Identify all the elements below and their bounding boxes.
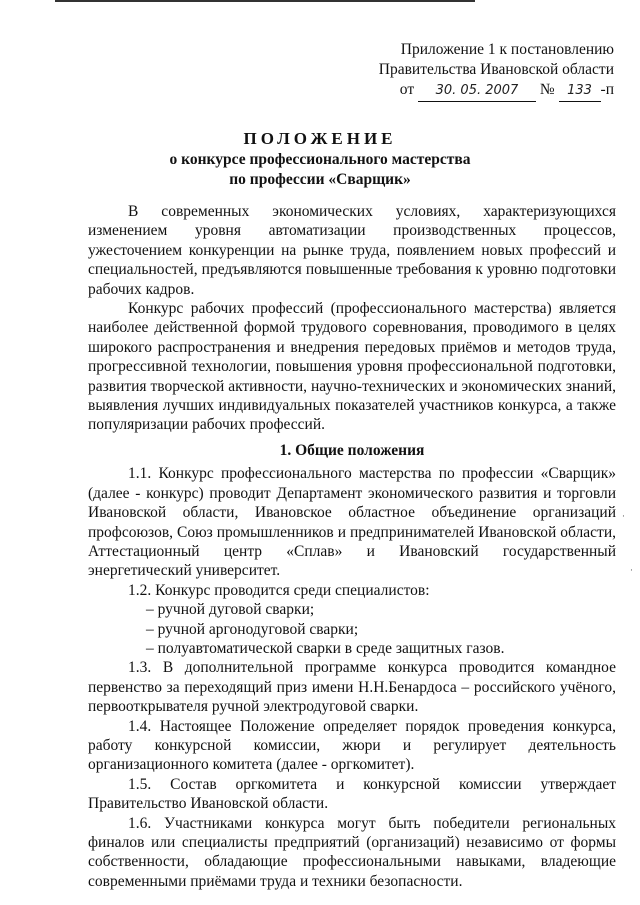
scan-speck: · — [630, 566, 633, 576]
intro-paragraph-1: В современных экономических условиях, характеризующихся изменением уровня автоматизации производственных процессов, ужесточением конкуренции на рынке труда, появлением новых профессий и специальностей, предъявляются повышенные требования к уровню подготовки рабочих кадров. — [88, 203, 616, 298]
clause-1-4: 1.4. Настоящее Положение определяет порядок проведения конкурса, работу конкурсной комиссии, жюри и регулирует деятельность организационного комитета (далее - оргкомитет). — [88, 717, 616, 774]
clause-1-6: 1.6. Участниками конкурса могут быть победители региональных финалов или специалисты предприятий (организаций) независимо от формы собственности, обладающие профессиональными навыками, владеющие современными приёмами труда и техники безопасности. — [88, 814, 616, 890]
title-subtitle-2: по профессии «Сварщик» — [229, 171, 411, 188]
header-date-number-line — [379, 80, 614, 102]
title-main: ПОЛОЖЕНИЕ — [243, 129, 397, 148]
clause-1-3: 1.3. В дополнительной программе конкурса проводится командное первенство за переходящий приз имени Н.Н.Бенардоса – российского учёного, первооткрывателя ручной электродуговой сварки. — [88, 659, 616, 716]
title-subtitle-1: о конкурсе профессионального мастерства — [169, 151, 471, 168]
scan-speck: · — [622, 512, 625, 522]
number-suffix: -п — [600, 81, 614, 98]
handwritten-number: 133 — [559, 81, 601, 102]
list-item-manual-arc: – ручной дуговой сварки; — [146, 601, 315, 619]
list-item-semi-auto: – полуавтоматической сварки в среде защитных газов. — [146, 639, 505, 657]
clause-1-2: 1.2. Конкурс проводится среди специалистов: — [128, 581, 430, 599]
document-title — [0, 128, 640, 190]
from-label: от — [399, 81, 415, 98]
clause-1-5: 1.5. Состав оргкомитета и конкурсной комиссии утверждает Правительство Ивановской области. — [88, 775, 616, 813]
appendix-header — [379, 40, 614, 102]
list-item-argon-arc: – ручной аргонодуговой сварки; — [146, 620, 359, 638]
top-rule — [55, 0, 475, 2]
header-line-1: Приложение 1 к постановлению — [400, 41, 614, 58]
section-1-heading: 1. Общие положения — [279, 441, 425, 459]
clause-1-1: 1.1. Конкурс профессионального мастерства по профессии «Сварщик» (далее - конкурс) проводит Департамент экономического развития и торговли Ивановской области, Ивановское областное объединение организаций профсоюзов, Союз промышленников и предпринимателей Ивановской области, Аттестационный центр «Сплав» и Ивановский государственный энергетический университет. — [88, 465, 616, 580]
header-line-2: Правительства Ивановской области — [378, 61, 614, 78]
number-label: № — [539, 81, 555, 98]
handwritten-date: 30. 05. 2007 — [418, 81, 536, 102]
document-body — [88, 202, 616, 891]
intro-paragraph-2: Конкурс рабочих профессий (профессионального мастерства) является наиболее действенной формой трудового соревнования, проводимого в целях широкого распространения и внедрения передовых приёмов и методов труда, прогрессивной технологии, повышения уровня профессиональной подготовки, развития творческой активности, научно-технических и экономических знаний, выявления лучших индивидуальных показателей участников конкурса, а также популяризации рабочих профессий. — [88, 300, 616, 434]
